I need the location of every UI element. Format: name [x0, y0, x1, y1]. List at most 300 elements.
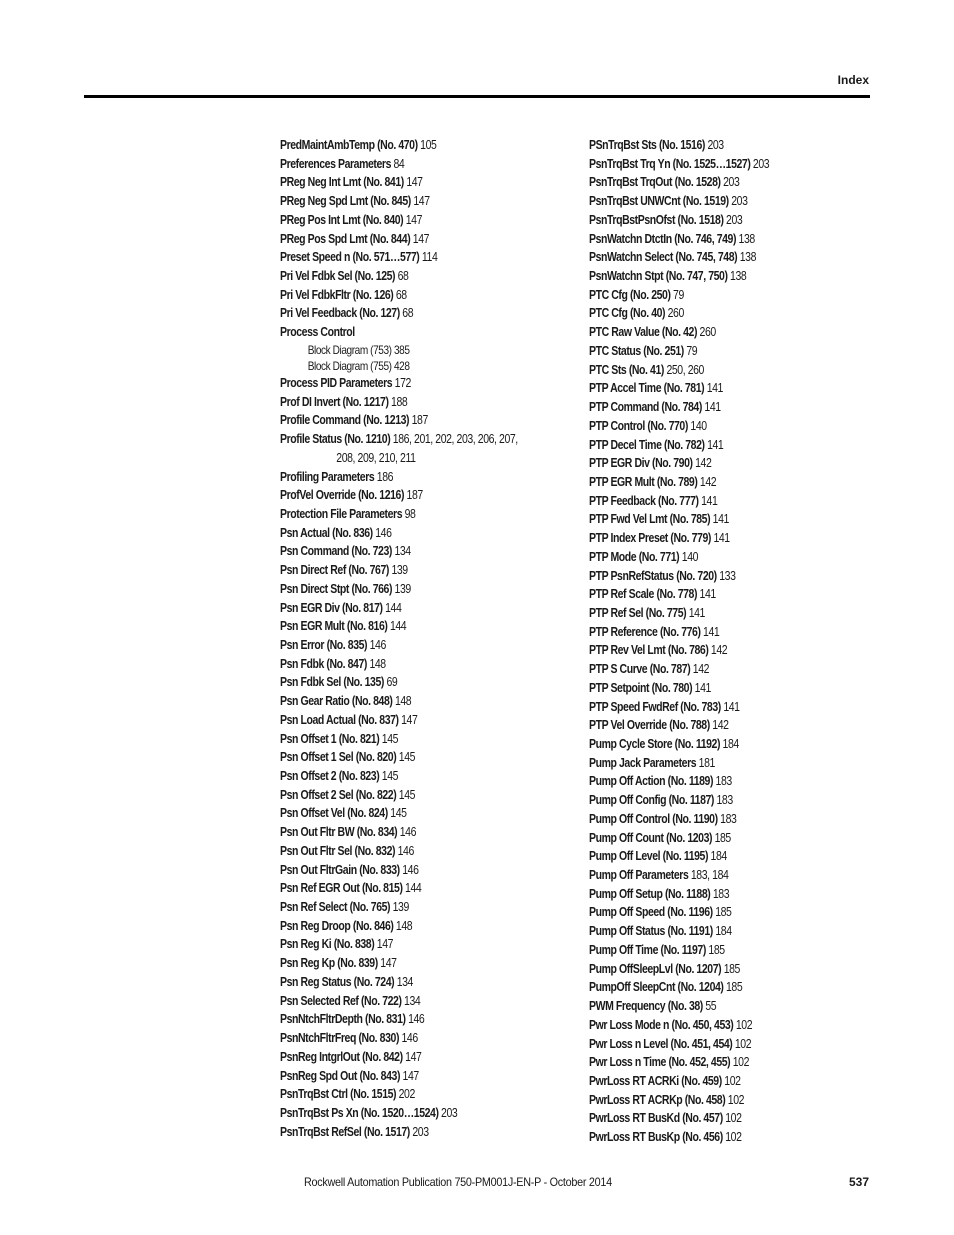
index-entry [280, 542, 561, 561]
index-page-refs: 138 [737, 250, 757, 265]
index-page-refs: 147 [410, 231, 430, 246]
index-page-refs: 184 [708, 849, 727, 864]
index-entry [280, 1104, 561, 1123]
index-page-refs: 203 [704, 138, 724, 152]
index-page-refs: 146 [397, 825, 417, 840]
index-entry [280, 898, 561, 917]
index-page-refs: 55 [702, 999, 717, 1014]
index-entry [280, 842, 561, 861]
index-term: Prof DI Invert (No. 1217) [280, 394, 389, 409]
index-term: Pump Cycle Store (No. 1192) [589, 737, 721, 751]
index-entry [280, 561, 561, 580]
index-entry [589, 473, 870, 492]
index-entry [280, 580, 561, 599]
index-entry [280, 617, 561, 636]
index-entry [589, 342, 870, 361]
index-page-refs: 84 [391, 156, 405, 171]
index-entry [589, 230, 870, 249]
index-entry [280, 248, 561, 267]
index-entry [280, 823, 561, 842]
index-term: Psn Offset 1 (No. 821) [280, 731, 380, 746]
index-page-refs: 145 [379, 731, 399, 746]
index-entry [589, 1091, 870, 1110]
index-page-refs: 146 [372, 525, 392, 540]
index-term: PumpOff SleepCnt (No. 1204) [589, 980, 724, 995]
index-entry [589, 248, 870, 267]
index-page-refs: 184 [712, 924, 732, 939]
index-page-refs: 68 [393, 287, 407, 302]
index-entry [280, 230, 561, 249]
index-entry [589, 941, 870, 960]
index-page-refs: 147 [402, 1049, 422, 1064]
index-term: Pwr Loss Mode n (No. 450, 453) [589, 1017, 734, 1032]
index-page-refs: 186 [374, 469, 394, 484]
index-page-refs: 147 [377, 956, 397, 971]
index-entry [589, 679, 870, 698]
index-entry [280, 211, 561, 230]
index-term: PsnWatchn DtctIn (No. 746, 749) [589, 231, 737, 246]
index-entry [280, 374, 561, 393]
index-page-refs: 203 [728, 194, 748, 209]
index-page-refs: 146 [399, 862, 419, 877]
index-entry [589, 847, 870, 866]
index-term: Pump Off Status (No. 1191) [589, 924, 713, 939]
index-entry [589, 585, 870, 604]
index-term: Profile Command (No. 1213) [280, 413, 410, 428]
index-entry [589, 997, 870, 1016]
index-term: PTC Cfg (No. 250) [589, 287, 671, 302]
index-entry [589, 735, 870, 754]
index-page-refs: 203 [409, 1124, 429, 1139]
index-entry [589, 810, 870, 829]
index-term: PTP Vel Override (No. 788) [589, 718, 710, 733]
index-entry [589, 922, 870, 941]
index-entry [589, 529, 870, 548]
index-entry [589, 286, 870, 305]
index-page-refs: 142 [690, 662, 710, 677]
index-term: PwrLoss RT ACRKi (No. 459) [589, 1073, 722, 1088]
index-term: Psn Reg Droop (No. 846) [280, 918, 394, 933]
index-term: Pump OffSleepLvl (No. 1207) [589, 961, 722, 976]
index-page-refs: 148 [393, 918, 413, 933]
index-entry [589, 136, 870, 155]
index-entry [589, 398, 870, 417]
index-term: PTP EGR Mult (No. 789) [589, 474, 698, 489]
index-entry [589, 641, 870, 660]
index-entry [589, 510, 870, 529]
index-page-refs: 102 [725, 1092, 745, 1107]
index-page-refs: 141 [710, 512, 729, 527]
index-term: PTP Mode (No. 771) [589, 549, 680, 564]
index-term: Pump Off Action (No. 1189) [589, 774, 714, 789]
index-page-refs: 134 [391, 544, 411, 559]
index-page-refs: 105 [417, 138, 437, 152]
index-entry [280, 136, 561, 155]
index-entry [280, 430, 561, 449]
index-term: PTC Cfg (No. 40) [589, 306, 666, 321]
index-term: Psn Offset Vel (No. 824) [280, 806, 388, 821]
index-entry [280, 711, 561, 730]
index-term: Pump Off Control (No. 1190) [589, 811, 718, 826]
index-page-refs: 102 [730, 1055, 750, 1070]
index-entry [280, 692, 561, 711]
index-page-refs: 145 [387, 806, 407, 821]
index-term: PTP Setpoint (No. 780) [589, 680, 693, 695]
index-term: Pwr Loss n Level (No. 451, 454) [589, 1036, 733, 1051]
index-entry [280, 486, 561, 505]
index-entry [280, 1067, 561, 1086]
page-number: 537 [848, 1175, 869, 1189]
index-page-refs: 68 [399, 306, 414, 321]
index-term: PwrLoss RT BusKd (No. 457) [589, 1111, 723, 1126]
index-entry [589, 660, 870, 679]
index-term: Psn Fdbk Sel (No. 135) [280, 675, 384, 690]
index-page-refs: 141 [697, 587, 716, 602]
index-term: Profile Status (No. 1210) [280, 432, 391, 447]
index-page-refs: 140 [687, 418, 707, 433]
index-page-refs: 185 [723, 980, 743, 995]
index-term: PsnNtchFltrFreq (No. 830) [280, 1031, 400, 1046]
index-page-refs: 142 [709, 718, 729, 733]
index-entry [589, 829, 870, 848]
index-term: Pri Vel Feedback (No. 127) [280, 306, 400, 321]
index-page-refs: 183 [717, 811, 737, 826]
index-term: Psn Load Actual (No. 837) [280, 712, 399, 727]
index-term: PTP Accel Time (No. 781) [589, 381, 705, 396]
index-term: Psn Ref EGR Out (No. 815) [280, 881, 403, 896]
index-term: PredMaintAmbTemp (No. 470) [280, 138, 418, 152]
index-term: Pump Off Config (No. 1187) [589, 793, 715, 808]
index-page-refs: 141 [720, 699, 740, 714]
index-entry [280, 804, 561, 823]
index-entry [589, 567, 870, 586]
index-entry [280, 861, 561, 880]
index-page-refs: 145 [396, 750, 416, 765]
index-term: Psn Reg Ki (No. 838) [280, 937, 375, 952]
index-entry [589, 772, 870, 791]
index-page-refs: 147 [398, 712, 418, 727]
index-entry [280, 524, 561, 543]
index-entry [589, 903, 870, 922]
index-entry [589, 1035, 870, 1054]
index-entry [589, 1128, 870, 1147]
index-page-refs: 102 [721, 1073, 741, 1088]
index-term: Pump Off Speed (No. 1196) [589, 905, 713, 920]
index-page-refs: 260 [697, 325, 716, 340]
index-page-refs: 260 [665, 306, 684, 321]
index-entry [280, 767, 561, 786]
index-term: PTP Command (No. 784) [589, 400, 702, 415]
index-entry [280, 748, 561, 767]
index-page-refs: 181 [696, 755, 715, 770]
index-entry [589, 192, 870, 211]
index-term: PsnNtchFltrDepth (No. 831) [280, 1012, 406, 1027]
index-term: PTP Decel Time (No. 782) [589, 437, 705, 452]
index-term: Pri Vel FdbkFltr (No. 126) [280, 287, 394, 302]
index-page-refs: 102 [722, 1130, 742, 1145]
index-entry [589, 978, 870, 997]
index-entry [589, 304, 870, 323]
index-entry [280, 304, 561, 323]
index-page-refs: 142 [708, 643, 728, 658]
index-entry [589, 211, 870, 230]
index-term: Psn EGR Div (No. 817) [280, 600, 383, 615]
index-entry [589, 716, 870, 735]
index-term: Psn Fdbk (No. 847) [280, 656, 367, 671]
index-term: PTP Ref Scale (No. 778) [589, 587, 698, 602]
index-term: Preset Speed n (No. 571…577) [280, 250, 420, 265]
index-entry [589, 1016, 870, 1035]
index-term: PsnTrqBstPsnOfst (No. 1518) [589, 212, 724, 227]
index-page-refs: 69 [383, 675, 398, 690]
index-page-refs: 144 [402, 881, 422, 896]
index-entry [589, 155, 870, 174]
index-page-refs: 203 [750, 156, 770, 171]
index-page-refs: 147 [403, 212, 423, 227]
index-entry [589, 361, 870, 380]
footer-publication: Rockwell Automation Publication 750-PM001J-EN-P - October 2014 [304, 1175, 612, 1189]
index-term: PTP Index Preset (No. 779) [589, 531, 711, 546]
index-term: PsnWatchn Select (No. 745, 748) [589, 250, 738, 265]
index-term: Psn Reg Kp (No. 839) [280, 956, 378, 971]
index-page-refs: 185 [721, 961, 740, 976]
index-page-refs: 102 [732, 1036, 752, 1051]
index-entry [589, 436, 870, 455]
index-page-refs: 138 [727, 269, 747, 284]
index-entry [280, 267, 561, 286]
index-page-refs: 102 [733, 1017, 753, 1032]
index-term: Pump Off Parameters [589, 868, 689, 883]
index-page-refs: 144 [387, 619, 407, 634]
index-term: PReg Pos Int Lmt (No. 840) [280, 212, 404, 227]
index-entry [280, 992, 561, 1011]
index-entry [280, 323, 561, 342]
index-page-refs: 187 [409, 413, 428, 428]
index-term: PReg Neg Int Lmt (No. 841) [280, 175, 404, 190]
index-page-refs: 147 [410, 194, 430, 209]
index-term: Psn EGR Mult (No. 816) [280, 619, 388, 634]
index-entry [280, 1123, 561, 1142]
index-term: Psn Actual (No. 836) [280, 525, 373, 540]
index-entry [280, 286, 561, 305]
index-page-refs: 141 [701, 400, 721, 415]
index-term: Psn Out Fltr BW (No. 834) [280, 825, 398, 840]
index-page-refs: 147 [400, 1068, 419, 1083]
index-page-refs: 203 [720, 175, 740, 190]
index-entry [589, 267, 870, 286]
index-term: Psn Ref Select (No. 765) [280, 900, 391, 915]
index-term: Psn Offset 2 Sel (No. 822) [280, 787, 397, 802]
index-term: PsnTrqBst Ps Xn (No. 1520…1524) [280, 1105, 439, 1120]
index-page-refs: 145 [396, 787, 416, 802]
index-page-refs: 183, 184 [688, 868, 729, 883]
index-term: Pump Off Count (No. 1203) [589, 830, 713, 845]
index-term: PTP Ref Sel (No. 775) [589, 605, 687, 620]
index-entry [280, 393, 561, 412]
index-column-right [589, 136, 870, 1147]
index-entry [280, 192, 561, 211]
index-entry [280, 973, 561, 992]
index-entry [589, 548, 870, 567]
index-term: PTC Sts (No. 41) [589, 362, 664, 377]
index-term: PsnReg IntgrlOut (No. 842) [280, 1049, 403, 1064]
index-entry [280, 673, 561, 692]
index-term: Psn Direct Stpt (No. 766) [280, 581, 393, 596]
index-term: Protection File Parameters [280, 506, 403, 521]
index-page-refs: 141 [686, 605, 705, 620]
index-page-refs: 146 [399, 1031, 418, 1046]
index-entry [589, 1109, 870, 1128]
index-term: PTP Reference (No. 776) [589, 624, 701, 639]
index-page-refs: 172 [392, 375, 411, 390]
index-page-refs: 203 [723, 212, 743, 227]
index-page-refs: 202 [396, 1087, 415, 1102]
index-term: PReg Neg Spd Lmt (No. 845) [280, 194, 411, 209]
index-page-refs: 68 [395, 269, 409, 284]
index-subentry: Block Diagram (755) 428 [307, 358, 410, 373]
index-term: PTP Fwd Vel Lmt (No. 785) [589, 512, 711, 527]
index-term: PwrLoss RT ACRKp (No. 458) [589, 1092, 726, 1107]
index-page-refs: 147 [374, 937, 394, 952]
index-page-refs: 185 [712, 830, 731, 845]
index-term: Pri Vel Fdbk Sel (No. 125) [280, 269, 396, 284]
index-page-refs: 139 [390, 900, 409, 915]
index-page-refs: 141 [704, 381, 723, 396]
index-page-refs: 146 [405, 1012, 425, 1027]
index-page-refs: 183 [714, 793, 733, 808]
index-page-refs: 146 [395, 843, 414, 858]
index-entry [280, 155, 561, 174]
index-page-refs: 203 [438, 1105, 458, 1120]
index-entry [280, 636, 561, 655]
index-term: PsnReg Spd Out (No. 843) [280, 1068, 401, 1083]
index-page-refs: 250, 260 [663, 362, 704, 377]
index-page-refs: 98 [402, 506, 416, 521]
index-page-refs: 142 [697, 474, 717, 489]
index-entry [589, 173, 870, 192]
index-term: Pump Off Time (No. 1197) [589, 942, 706, 957]
index-entry [589, 323, 870, 342]
index-term: Psn Error (No. 835) [280, 637, 368, 652]
index-term: PTC Status (No. 251) [589, 343, 684, 358]
index-page-refs: 140 [679, 549, 699, 564]
index-term: PWM Frequency (No. 38) [589, 999, 703, 1014]
index-entry [280, 786, 561, 805]
index-page-refs: 141 [698, 493, 718, 508]
index-entry [280, 468, 561, 487]
index-page-refs: 148 [392, 694, 412, 709]
index-entry [280, 917, 561, 936]
index-term: PsnTrqBst Trq Yn (No. 1525…1527) [589, 156, 751, 171]
index-page-refs: 134 [394, 974, 413, 989]
index-page-refs: 187 [404, 488, 423, 503]
index-term: Pwr Loss n Time (No. 452, 455) [589, 1055, 731, 1070]
index-term: PTC Raw Value (No. 42) [589, 325, 698, 340]
index-entry-continuation: 208, 209, 210, 211 [336, 450, 416, 465]
index-term: Pump Off Setup (No. 1188) [589, 886, 711, 901]
index-entry [280, 173, 561, 192]
index-page-refs: 147 [403, 175, 423, 190]
index-term: PTP Feedback (No. 777) [589, 493, 699, 508]
running-header-index: Index [837, 73, 869, 87]
index-term: Pump Off Level (No. 1195) [589, 849, 709, 864]
index-entry [589, 379, 870, 398]
index-page-refs: 102 [722, 1111, 742, 1126]
index-term: PsnTrqBst UNWCnt (No. 1519) [589, 194, 729, 209]
index-term: PTP Speed FwdRef (No. 783) [589, 699, 721, 714]
index-term: Psn Out FltrGain (No. 833) [280, 862, 400, 877]
index-page-refs: 114 [419, 250, 438, 265]
index-entry [589, 623, 870, 642]
index-page-refs: 139 [392, 581, 411, 596]
index-entry [589, 754, 870, 773]
index-page-refs: 141 [700, 624, 720, 639]
index-term: PsnTrqBst TrqOut (No. 1528) [589, 175, 721, 190]
index-entry [280, 954, 561, 973]
index-term: Psn Command (No. 723) [280, 544, 392, 559]
index-term: ProfVel Override (No. 1216) [280, 488, 405, 503]
index-term: PTP PsnRefStatus (No. 720) [589, 568, 717, 583]
index-term: PTP S Curve (No. 787) [589, 662, 691, 677]
index-term: Psn Reg Status (No. 724) [280, 974, 395, 989]
index-term: Psn Offset 2 (No. 823) [280, 769, 380, 783]
index-page-refs: 183 [710, 886, 730, 901]
index-term: PSnTrqBst Sts (No. 1516) [589, 138, 705, 152]
index-page-refs: 185 [705, 942, 725, 957]
index-entry [589, 791, 870, 810]
header-rule [84, 95, 870, 98]
index-page-refs: 79 [683, 343, 698, 358]
index-page-refs: 186, 201, 202, 203, 206, 207, [390, 432, 518, 447]
index-entry [589, 417, 870, 436]
index-term: Psn Offset 1 Sel (No. 820) [280, 750, 397, 765]
index-column-left [280, 136, 561, 1141]
index-term: Psn Selected Ref (No. 722) [280, 993, 402, 1008]
index-term: PReg Pos Spd Lmt (No. 844) [280, 231, 411, 246]
index-entry [589, 960, 870, 979]
index-entry [589, 492, 870, 511]
index-page-refs: 79 [670, 287, 684, 302]
index-term: PTP Control (No. 770) [589, 418, 688, 433]
index-entry [280, 599, 561, 618]
index-entry [589, 866, 870, 885]
index-page-refs: 144 [382, 600, 402, 615]
index-entry [589, 1072, 870, 1091]
index-entry [589, 885, 870, 904]
index-subentry: Block Diagram (753) 385 [307, 342, 410, 357]
index-entry [589, 1053, 870, 1072]
index-term: PsnTrqBst RefSel (No. 1517) [280, 1124, 410, 1139]
index-term: Preferences Parameters [280, 156, 392, 171]
index-entry [589, 604, 870, 623]
index-term: PTP Rev Vel Lmt (No. 786) [589, 643, 709, 658]
index-entry [280, 1029, 561, 1048]
index-page-refs: 138 [736, 231, 755, 246]
index-page-refs: 188 [388, 394, 408, 409]
index-term: Profiling Parameters [280, 469, 375, 484]
index-page-refs: 185 [712, 905, 732, 920]
index-entry [280, 730, 561, 749]
index-term: Process Control [280, 325, 355, 340]
index-page-refs: 145 [379, 769, 399, 783]
index-term: PwrLoss RT BusKp (No. 456) [589, 1130, 723, 1145]
index-term: Psn Direct Ref (No. 767) [280, 563, 389, 578]
index-term: Pump Jack Parameters [589, 755, 697, 770]
index-entry [280, 1085, 561, 1104]
index-page-refs: 134 [401, 993, 421, 1008]
index-page-refs: 184 [720, 737, 739, 751]
index-page-refs: 142 [692, 456, 712, 471]
